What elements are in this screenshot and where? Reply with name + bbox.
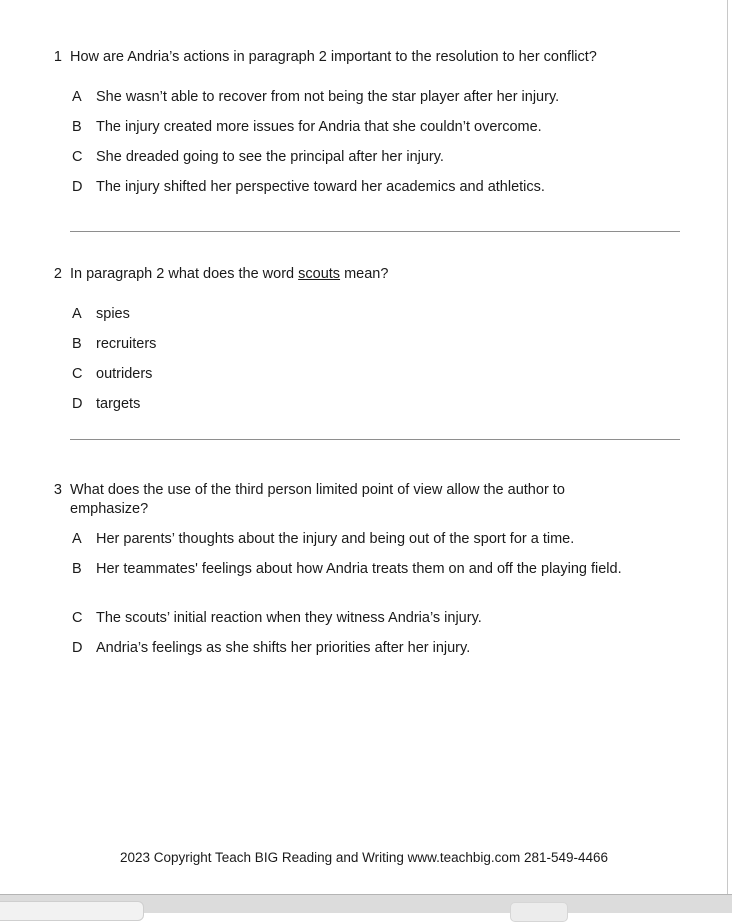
option-row[interactable] (0, 178, 728, 196)
question-divider (70, 231, 680, 232)
option-row[interactable] (0, 148, 728, 166)
option-letter: D (72, 179, 83, 195)
option-text: recruiters (96, 336, 157, 352)
question-divider (70, 439, 680, 440)
viewer-center-control[interactable] (510, 902, 568, 922)
question-block-1 (0, 48, 728, 196)
option-letter: C (72, 366, 83, 382)
question-stem (70, 481, 645, 519)
page-footer: 2023 Copyright Teach BIG Reading and Writing www.teachbig.com 281-549-4466 (119, 850, 609, 865)
option-row[interactable] (0, 88, 728, 106)
option-text: outriders (96, 366, 153, 382)
question-stem-text-tail: mean? (340, 266, 389, 282)
option-letter: A (72, 531, 82, 547)
question-stem (70, 265, 670, 284)
option-text: spies (96, 306, 130, 322)
option-letter: C (72, 610, 83, 626)
option-row[interactable] (0, 639, 728, 657)
option-letter: B (72, 561, 82, 577)
question-number: 3 (53, 482, 62, 498)
option-text: Her parents’ thoughts about the injury and being out of the sport for a time. (96, 531, 575, 547)
option-letter: C (72, 149, 83, 165)
option-row[interactable] (0, 305, 728, 323)
option-row[interactable] (0, 118, 728, 136)
option-letter: D (72, 396, 83, 412)
option-letter: D (72, 640, 83, 656)
viewer-bottom-bar (0, 894, 732, 913)
question-stem (70, 48, 670, 67)
question-stem-row (0, 265, 728, 283)
option-text: targets (96, 396, 141, 412)
question-stem-row (0, 48, 728, 66)
question-stem-underlined-word: scouts (298, 266, 341, 282)
viewer-left-control[interactable] (0, 901, 144, 921)
option-text: The injury shifted her perspective toward her academics and athletics. (96, 179, 545, 195)
question-stem-text: How are Andria’s actions in paragraph 2 important to the resolution to her conflict? (70, 49, 597, 65)
option-text: She wasn’t able to recover from not being the star player after her injury. (96, 89, 560, 105)
question-number: 2 (53, 266, 62, 282)
question-stem-row (0, 481, 728, 517)
option-text: Andria’s feelings as she shifts her priorities after her injury. (96, 640, 471, 656)
option-text: The scouts’ initial reaction when they witness Andria’s injury. (96, 610, 482, 626)
option-letter: A (72, 89, 82, 105)
option-row[interactable] (0, 395, 728, 413)
question-block-2 (0, 265, 728, 413)
question-block-3 (0, 481, 728, 657)
option-letter: B (72, 336, 82, 352)
question-stem-text: In paragraph 2 what does the word (70, 266, 299, 282)
option-row[interactable] (0, 609, 728, 627)
option-letter: A (72, 306, 82, 322)
option-text: The injury created more issues for Andria that she couldn’t overcome. (96, 119, 542, 135)
option-row[interactable] (0, 335, 728, 353)
option-letter: B (72, 119, 82, 135)
question-number: 1 (53, 49, 62, 65)
option-text: She dreaded going to see the principal after her injury. (96, 149, 444, 165)
option-row[interactable] (0, 530, 728, 548)
option-text: Her teammates' feelings about how Andria treats them on and off the playing field. (96, 561, 622, 577)
question-stem-text: What does the use of the third person limited point of view allow the author to emphasize? (70, 482, 565, 517)
option-row[interactable] (0, 560, 728, 597)
option-row[interactable] (0, 365, 728, 383)
